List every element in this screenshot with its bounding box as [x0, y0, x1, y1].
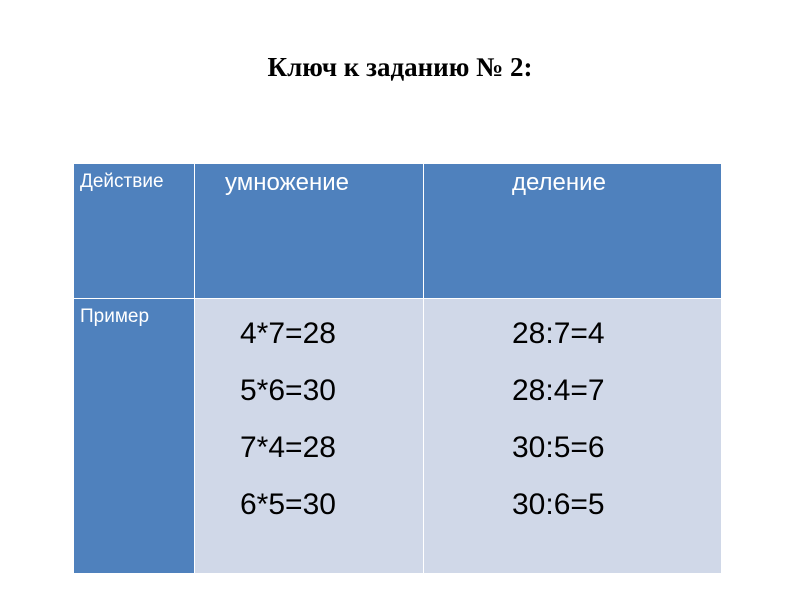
list-item: 28:4=7: [512, 374, 605, 407]
page-title: Ключ к заданию № 2:: [267, 52, 533, 82]
list-item: 6*5=30: [240, 488, 336, 521]
list-item: 7*4=28: [240, 431, 336, 464]
table-row: [74, 299, 722, 574]
action-header-cell: Действие: [74, 164, 195, 299]
list-item: 5*6=30: [240, 374, 336, 407]
list-item: 28:7=4: [512, 317, 605, 350]
table-header-row: [74, 164, 722, 299]
multiplication-examples-cell: [195, 299, 424, 574]
division-header-cell: деление: [424, 164, 722, 299]
multiplication-examples-list: [195, 299, 423, 533]
list-item: 30:6=5: [512, 488, 605, 521]
division-examples-list: [424, 299, 721, 533]
division-examples-cell: [424, 299, 722, 574]
list-item: 4*7=28: [240, 317, 336, 350]
multiplication-header-cell: умножение: [195, 164, 424, 299]
example-row-header-cell: Пример: [74, 299, 195, 574]
list-item: 30:5=6: [512, 431, 605, 464]
answer-key-table: [73, 163, 722, 574]
